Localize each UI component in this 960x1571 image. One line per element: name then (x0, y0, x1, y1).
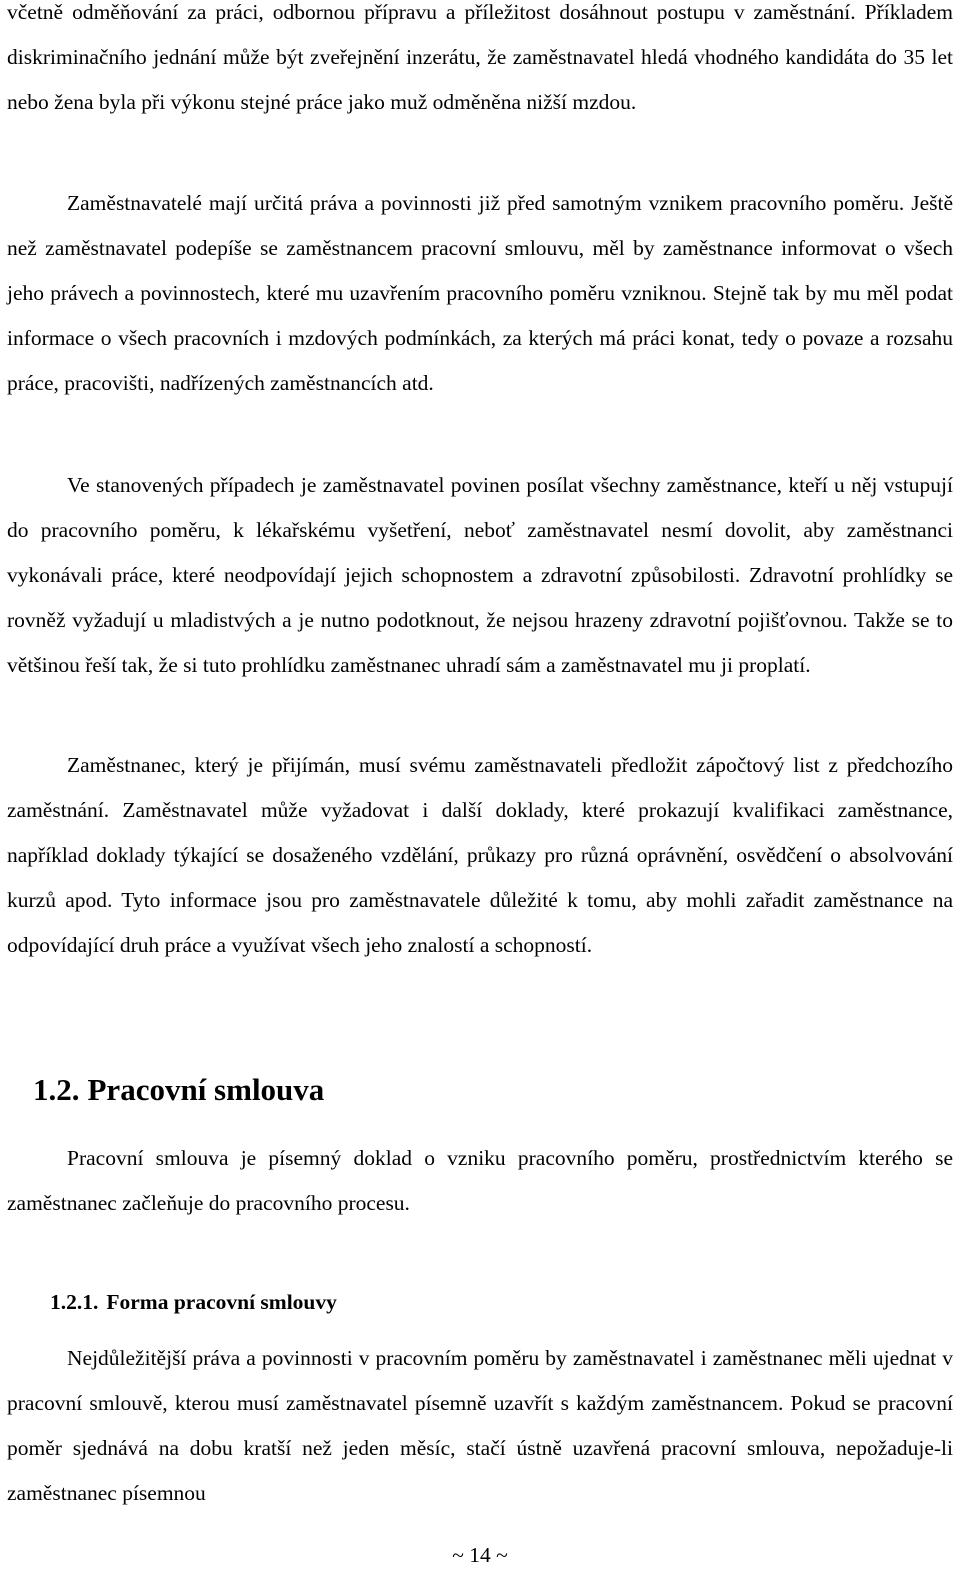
paragraph-discrimination-example: včetně odměňování za práci, odbornou přípravu a příležitost dosáhnout postupu v zaměstnání. Příkladem diskriminačního jednání může být zveřejnění inzerátu, že zaměstnavatel hledá vhodného kandidáta do 35 let nebo žena byla při výkonu stejné práce jako muž odměněna nižší mzdou. (7, 0, 953, 114)
subsection-heading-number: 1.2.1. (50, 1290, 99, 1314)
section-heading (33, 1066, 324, 1114)
subsection-heading (50, 1286, 337, 1318)
page-number: ~ 14 ~ (452, 1543, 508, 1567)
paragraph-employment-contract-definition: Pracovní smlouva je písemný doklad o vzniku pracovního poměru, prostřednictvím kterého se zaměstnanec začleňuje do pracovního procesu. (7, 1146, 953, 1215)
paragraph-medical-examination: Ve stanovených případech je zaměstnavatel povinen posílat všechny zaměstnance, kteří u něj vstupují do pracovního poměru, k lékařskému vyšetření, neboť zaměstnavatel nesmí dovolit, aby zaměstnanci vykonávali práce, které neodpovídají jejich schopnostem a zdravotní způsobilosti. Zdravotní prohlídky se rovněž vyžadují u mladistvých a je nutno podotknout, že nejsou hrazeny zdravotní pojišťovnou. Takže se to většinou řeší tak, že si tuto prohlídku zaměstnanec uhradí sám a zaměstnavatel mu ji proplatí. (7, 473, 953, 677)
paragraph-employee-documents: Zaměstnanec, který je přijímán, musí svému zaměstnavateli předložit zápočtový list z předchozího zaměstnání. Zaměstnavatel může vyžadovat i další doklady, které prokazují kvalifikaci zaměstnance, například doklady týkající se dosaženého vzdělání, průkazy pro různá oprávnění, osvědčení o absolvování kurzů apod. Tyto informace jsou pro zaměstnavatele důležité k tomu, aby mohli zařadit zaměstnance na odpovídající druh práce a využívat všech jeho znalostí a schopností. (7, 753, 953, 957)
paragraph-employer-rights: Zaměstnavatelé mají určitá práva a povinnosti již před samotným vznikem pracovního poměru. Ještě než zaměstnavatel podepíše se zaměstnancem pracovní smlouvu, měl by zaměstnance informovat o všech jeho právech a povinnostech, které mu uzavřením pracovního poměru vzniknou. Stejně tak by mu měl podat informace o všech pracovních i mzdových podmínkách, za kterých má práci konat, tedy o povaze a rozsahu práce, pracovišti, nadřízených zaměstnancích atd. (7, 191, 953, 395)
paragraph-contract-form: Nejdůležitější práva a povinnosti v pracovním poměru by zaměstnavatel i zaměstnanec měli ujednat v pracovní smlouvě, kterou musí zaměstnavatel písemně uzavřít s každým zaměstnancem. Pokud se pracovní poměr sjednává na dobu kratší než jeden měsíc, stačí ústně uzavřená pracovní smlouva, nepožaduje-li zaměstnanec písemnou (7, 1346, 953, 1505)
section-heading-title: Pracovní smlouva (87, 1072, 325, 1107)
subsection-heading-title: Forma pracovní smlouvy (106, 1290, 337, 1314)
section-heading-number: 1.2. (33, 1072, 80, 1107)
